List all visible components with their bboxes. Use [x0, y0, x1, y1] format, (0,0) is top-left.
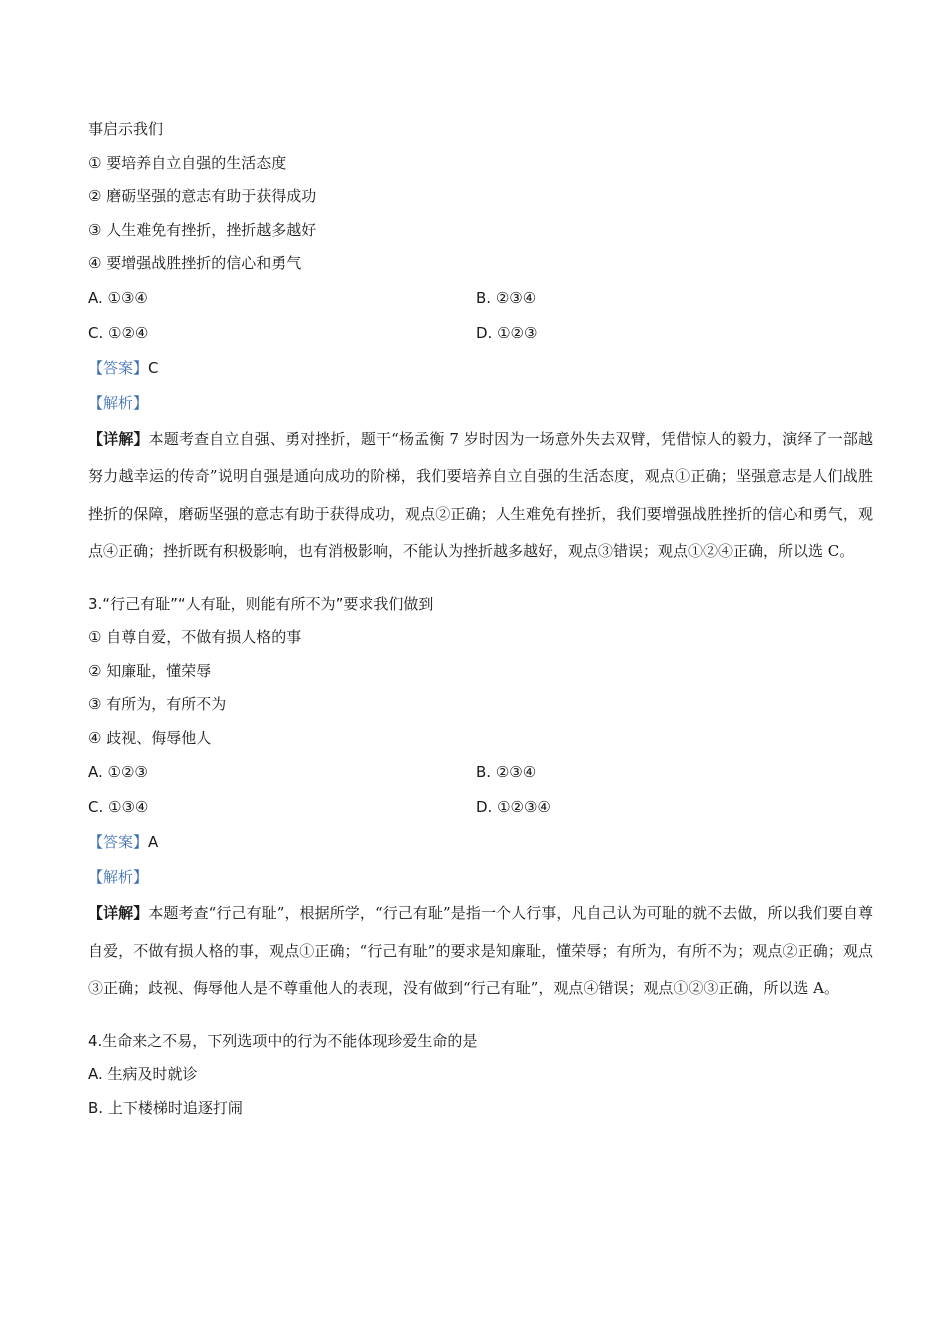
q3-answer-value: A [148, 833, 159, 851]
q3-option-a: A. ①②③ [88, 763, 148, 781]
q3-options-row-2 [88, 790, 873, 825]
q3-detail [88, 895, 873, 1008]
q2-detail-tag: 【详解】 [88, 429, 149, 448]
q2-options-row-2 [88, 316, 873, 351]
q3-analysis-tag: 【解析】 [88, 868, 149, 886]
q2-analysis-tag: 【解析】 [88, 393, 149, 412]
q2-item-3: ③ 人生难免有挫折，挫折越多越好 [88, 220, 317, 239]
q4-option-a: A. 生病及时就诊 [88, 1065, 198, 1083]
q2-answer [88, 351, 873, 386]
q4-option-b: B. 上下楼梯时追逐打闹 [88, 1098, 243, 1117]
q3-detail-tag: 【详解】 [88, 904, 149, 922]
q3-item-1: ① 自尊自爱，不做有损人格的事 [88, 628, 302, 646]
q2-option-d: D. ①②③ [476, 323, 538, 342]
q3-detail-text: 本题考查“行己有耻”，根据所学，“行己有耻”是指一个人行事，凡自己认为可耻的就不去做，所以我们要自尊自爱，不做有损人格的事，观点①正确；“行己有耻”的要求是知廉耻，懂荣辱；有所为，有所不为；观点②正确；观点③正确；歧视、侮辱他人是不尊重他人的表现，没有做到“行己有耻”，观点④错误；观点①②③正确，所以选 A。 [88, 904, 873, 997]
q2-item-1: ① 要培养自立自强的生活态度 [88, 153, 287, 172]
q2-answer-value: C [148, 358, 159, 377]
q3-option-d: D. ①②③④ [476, 798, 551, 816]
q3-answer [88, 825, 873, 860]
q2-detail-text: 本题考查自立自强、勇对挫折，题干“杨孟衡 7 岁时因为一场意外失去双臂，凭借惊人的毅力，演绎了一部越努力越幸运的传奇”说明自强是通向成功的阶梯，我们要培养自立自强的生活态度，观点①正确；坚强意志是人们战胜挫折的保障，磨砺坚强的意志有助于获得成功，观点②正确；人生难免有挫折，我们要增强战胜挫折的信心和勇气，观点④正确；挫折既有积极影响，也有消极影响，不能认为挫折越多越好，观点③错误；观点①②④正确，所以选 C。 [88, 429, 873, 560]
q2-options-row-1 [88, 281, 873, 316]
q2-option-a: A. ①③④ [88, 288, 148, 307]
q3-option-c: C. ①③④ [88, 798, 149, 816]
q2-option-c: C. ①②④ [88, 323, 149, 342]
q2-option-b: B. ②③④ [476, 288, 537, 307]
q2-item-4: ④ 要增强战胜挫折的信心和勇气 [88, 254, 302, 272]
q2-stem-tail: 事启示我们 [88, 120, 164, 138]
document-page [88, 113, 873, 1125]
q2-item-2: ② 磨砺坚强的意志有助于获得成功 [88, 187, 317, 205]
q3-item-3: ③ 有所为，有所不为 [88, 695, 227, 713]
q4-stem: 4.生命来之不易，下列选项中的行为不能体现珍爱生命的是 [88, 1031, 478, 1050]
q3-option-b: B. ②③④ [476, 763, 537, 781]
q3-item-2: ② 知廉耻，懂荣辱 [88, 661, 212, 680]
q3-stem: 3.“行己有耻”“人有耻，则能有所不为”要求我们做到 [88, 594, 434, 613]
q3-item-4: ④ 歧视、侮辱他人 [88, 728, 212, 747]
q2-answer-tag: 【答案】 [88, 358, 149, 377]
q3-analysis [88, 860, 873, 895]
q2-detail [88, 421, 873, 571]
q3-options-row-1 [88, 755, 873, 790]
q3-answer-tag: 【答案】 [88, 833, 149, 851]
q2-analysis [88, 386, 873, 421]
